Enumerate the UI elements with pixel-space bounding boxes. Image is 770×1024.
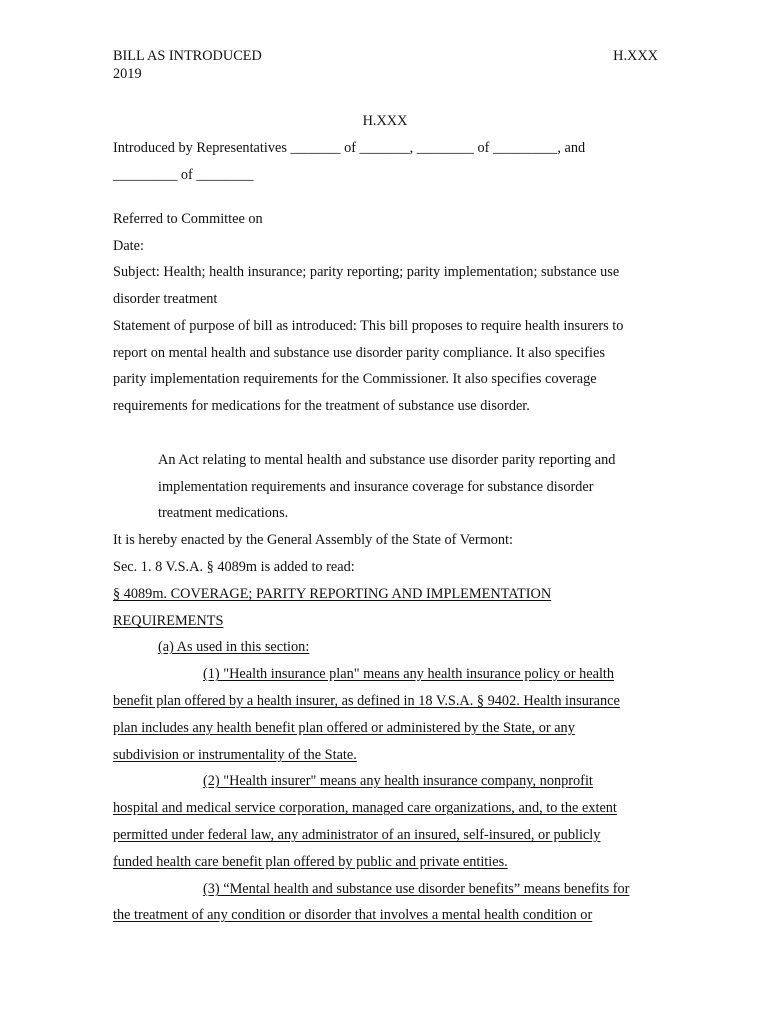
statement-line: report on mental health and substance use disorder parity compliance. It also specifies [113,345,605,361]
statement-line: Statement of purpose of bill as introduced: This bill proposes to require health insurers to [113,318,624,334]
statement-line: parity implementation requirements for the Commissioner. It also specifies coverage [113,371,597,387]
definition-3-line: (3) “Mental health and substance use disorder benefits” means benefits for [203,881,630,897]
subsection-a: (a) As used in this section: [158,639,310,655]
definition-3-line: the treatment of any condition or disorder that involves a mental health condition or [113,907,593,923]
definition-2-line: (2) "Health insurer" means any health insurance company, nonprofit [203,773,593,789]
date-line: Date: [113,238,144,254]
definition-1-line: subdivision or instrumentality of the State. [113,747,357,763]
enacting-clause: It is hereby enacted by the General Assembly of the State of Vermont: [113,532,513,548]
bill-number-title: H.XXX [362,113,408,129]
act-title-line: An Act relating to mental health and substance use disorder parity reporting and [158,452,616,468]
header-year: 2019 [113,66,142,82]
definition-1-line: plan includes any health benefit plan offered or administered by the State, or any [113,720,575,736]
subject-line-2: disorder treatment [113,291,218,307]
definition-1-line: benefit plan offered by a health insurer, as defined in 18 V.S.A. § 9402. Health insurance [113,693,620,709]
header-bill-status: BILL AS INTRODUCED [113,48,262,64]
introduced-by-line-2: _________ of ________ [113,167,254,183]
definition-2-line: permitted under federal law, any administrator of an insured, self-insured, or publicly [113,827,601,843]
definition-2-line: funded health care benefit plan offered by public and private entities. [113,854,508,870]
definition-1-line: (1) "Health insurance plan" means any health insurance policy or health [203,666,615,682]
section-heading-line-2: REQUIREMENTS [113,613,224,629]
introduced-by-line-1: Introduced by Representatives _______ of _______, ________ of _________, and [113,140,586,156]
header-bill-number: H.XXX [613,48,658,64]
definition-2-line: hospital and medical service corporation, managed care organizations, and, to the extent [113,800,617,816]
section-heading-line-1: § 4089m. COVERAGE; PARITY REPORTING AND IMPLEMENTATION [113,586,552,602]
statement-line: requirements for medications for the treatment of substance use disorder. [113,398,530,414]
subject-line-1: Subject: Health; health insurance; parity reporting; parity implementation; substance use [113,264,620,280]
referred-to-committee: Referred to Committee on [113,211,263,227]
act-title-line: implementation requirements and insurance coverage for substance disorder [158,479,594,495]
section-1-intro: Sec. 1. 8 V.S.A. § 4089m is added to read: [113,559,355,575]
act-title-line: treatment medications. [158,505,289,521]
